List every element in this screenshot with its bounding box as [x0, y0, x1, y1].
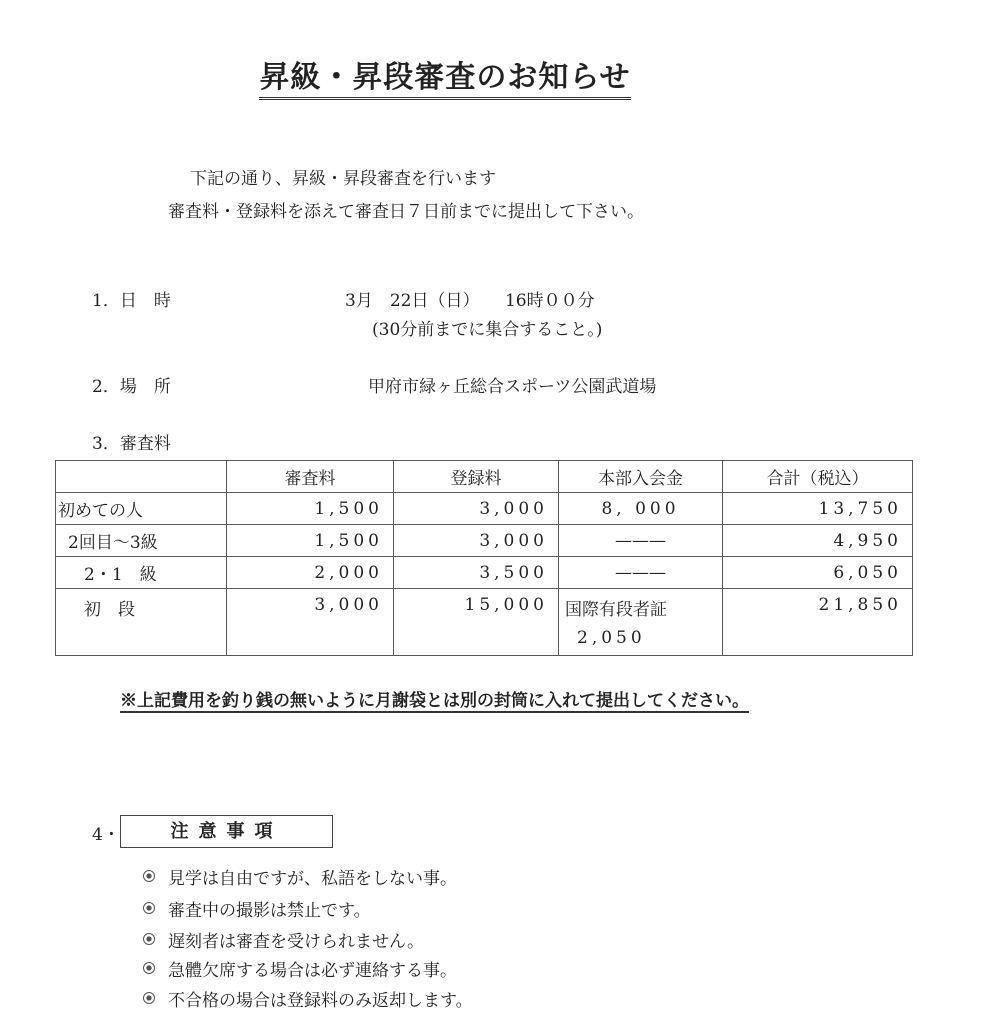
- cell: 4,950: [723, 525, 913, 557]
- row-label: 2回目～3級: [56, 525, 227, 557]
- row-label: 2・1 級: [56, 557, 227, 589]
- intl-dan-fee: 2,050: [577, 628, 646, 648]
- list-item: 見学は自由ですが、私語をしない事。: [168, 869, 457, 889]
- bullet-icon: [143, 902, 155, 914]
- section3-label: 3．審査料: [92, 434, 171, 454]
- intro-line-1: 下記の通り、昇級・昇段審査を行います: [190, 169, 496, 189]
- table-row: [56, 493, 913, 525]
- header-cell: 合計（税込）: [723, 461, 913, 493]
- bullet-icon: [143, 933, 155, 945]
- bullet-icon: [143, 870, 155, 882]
- cell: 3,500: [394, 557, 559, 589]
- list-item: 遅刻者は審査を受けられません。: [168, 932, 425, 952]
- bullet-icon: [143, 962, 155, 974]
- cell: 8, 000: [559, 493, 723, 525]
- cell: 3,000: [227, 589, 394, 656]
- intro-line-2: 審査料・登録料を添えて審査日７日前までに提出して下さい。: [168, 202, 644, 222]
- table-row: [56, 589, 913, 656]
- cell: [559, 589, 723, 656]
- title-text: 昇級・昇段審査のお知らせ: [259, 60, 630, 100]
- fee-table: [55, 460, 913, 656]
- cell: 13,750: [723, 493, 913, 525]
- cell: 1,500: [227, 525, 394, 557]
- table-row: [56, 525, 913, 557]
- cell: 6,050: [723, 557, 913, 589]
- cell: 3,000: [394, 493, 559, 525]
- cell: 1,500: [227, 493, 394, 525]
- payment-note: ※上記費用を釣り銭の無いように月謝袋とは別の封筒に入れて提出してください。: [120, 686, 749, 713]
- header-cell: 審査料: [227, 461, 394, 493]
- cell: 2,000: [227, 557, 394, 589]
- row-label: 初 段: [56, 589, 227, 656]
- list-item: 不合格の場合は登録料のみ返却します。: [168, 991, 473, 1011]
- list-item: 審査中の撮影は禁止です。: [168, 901, 371, 921]
- row-label: 初めての人: [56, 493, 227, 525]
- header-cell: [56, 461, 227, 493]
- exam-datetime: 3月 22日（日） 16時００分: [345, 291, 595, 311]
- section4-number: 4・: [92, 825, 120, 845]
- header-cell: 登録料: [394, 461, 559, 493]
- assembly-note: (30分前までに集合すること。): [372, 320, 603, 340]
- cell: 3,000: [394, 525, 559, 557]
- cell: 15,000: [394, 589, 559, 656]
- bullet-icon: [143, 992, 155, 1004]
- list-item: 急體欠席する場合は必ず連絡する事。: [168, 961, 457, 981]
- cell: ———: [559, 525, 723, 557]
- section2-label: 2．場 所: [92, 377, 171, 397]
- cell: 21,850: [723, 589, 913, 656]
- table-row: [56, 557, 913, 589]
- section1-label: 1．日 時: [92, 291, 171, 311]
- cell: ———: [559, 557, 723, 589]
- table-header-row: [56, 461, 913, 493]
- page-title: [0, 52, 890, 96]
- header-cell: 本部入会金: [559, 461, 723, 493]
- venue: 甲府市緑ヶ丘総合スポーツ公園武道場: [368, 377, 657, 397]
- intl-dan-certificate: 国際有段者証: [565, 600, 667, 620]
- section4-heading: 注意事項: [120, 815, 333, 848]
